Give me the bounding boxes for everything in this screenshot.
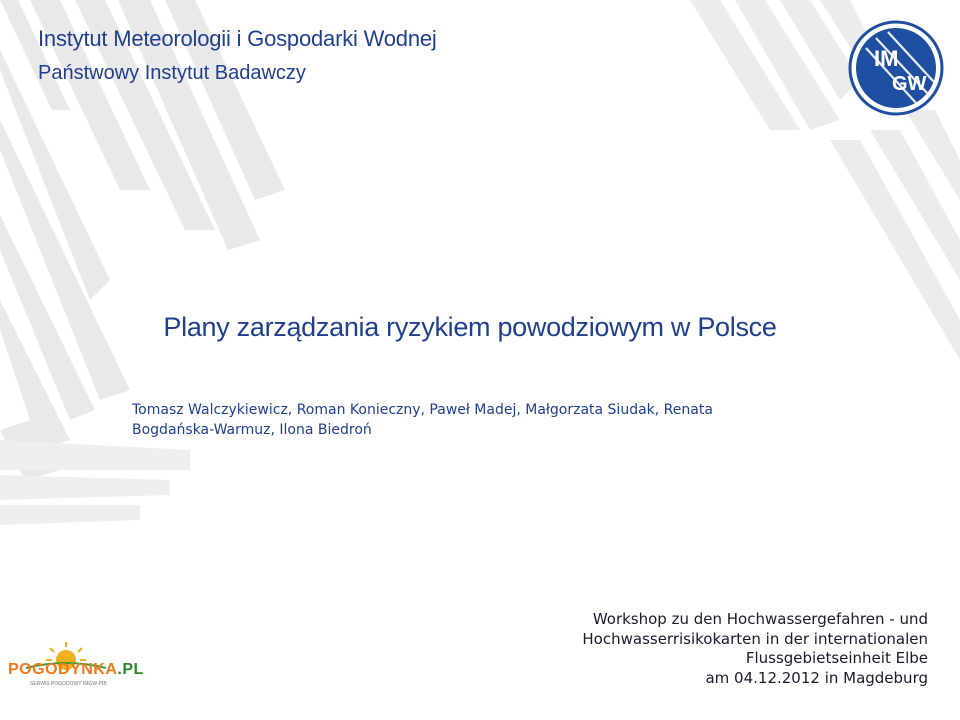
pogodynka-tagline: SERWIS POGODOWY IMGW-PIB (30, 681, 107, 687)
pogodynka-name: POGODYNKA (8, 661, 118, 678)
imgw-logo (846, 18, 946, 118)
workshop-line: Workshop zu den Hochwassergefahren - und (592, 610, 928, 628)
institute-name: Instytut Meteorologii i Gospodarki Wodnej (38, 26, 437, 51)
authors (132, 400, 832, 440)
pogodynka-domain: .PL (117, 661, 144, 678)
authors-line: Bogdańska-Warmuz, Ilona Biedroń (132, 422, 372, 438)
workshop-info (508, 610, 928, 688)
workshop-line: Hochwasserrisikokarten in der internationalen (582, 629, 928, 648)
imgw-logo-top: IM (874, 46, 899, 71)
workshop-line: am 04.12.2012 in Magdeburg (705, 668, 928, 687)
authors-line: Tomasz Walczykiewicz, Roman Konieczny, Paweł Madej, Małgorzata Siudak, Renata (132, 402, 713, 418)
imgw-logo-bottom: GW (892, 73, 927, 95)
institute-subtitle: Państwowy Instytut Badawczy (38, 62, 306, 84)
presentation-title: Plany zarządzania ryzykiem powodziowym w Polsce (163, 312, 777, 342)
pogodynka-wordmark (8, 661, 144, 679)
workshop-line: Flussgebietseinheit Elbe (745, 649, 928, 667)
